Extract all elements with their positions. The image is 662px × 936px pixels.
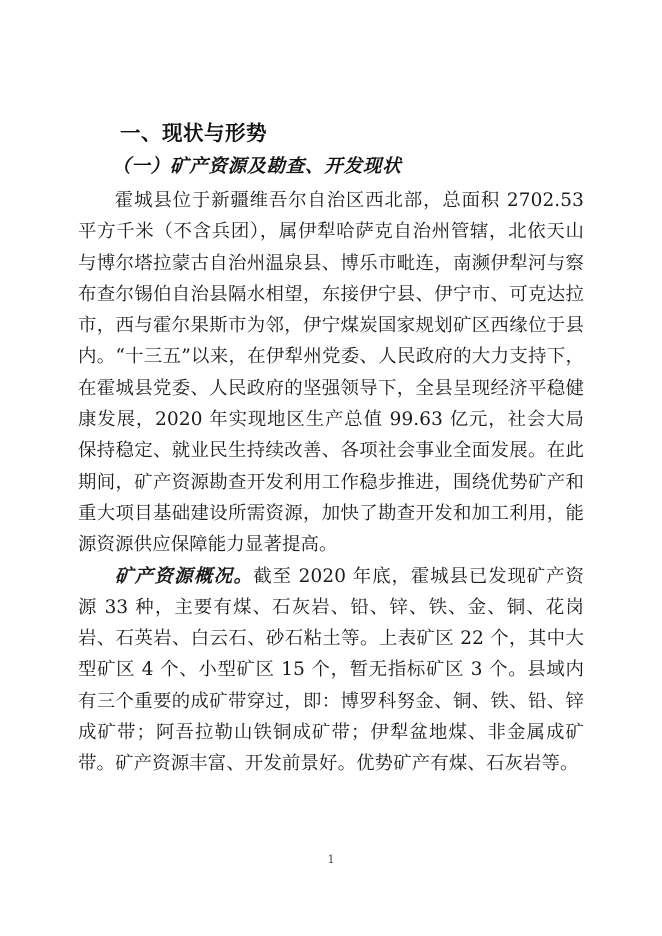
paragraph-mineral-body: 截至 2020 年底，霍城县已发现矿产资源 33 种，主要有煤、石灰岩、铅、锌、铁、金、铜、花岗岩、石英岩、白云石、砂石粘土等。上表矿区 22 个，其中大型矿区 4 个、小型矿区 15 个，暂无指标矿区 3 个。县域内有三个重要的成矿带穿过，即：博罗科努金、铜、铁、铅、锌成矿带；阿吾拉勒山铁铜成矿带；伊犁盆地煤、非金属成矿带。矿产资源丰富、开发前景好。优势矿产有煤、石灰岩等。 — [78, 565, 585, 775]
page-content — [78, 118, 584, 780]
subsection-heading: （一）矿产资源及勘查、开发现状 — [112, 156, 402, 177]
page-number: 1 — [327, 852, 335, 866]
paragraph-overview-body: 霍城县位于新疆维吾尔自治区西北部，总面积 2702.53 平方千米（不含兵团），属伊犁哈萨克自治州管辖，北依天山与博尔塔拉蒙古自治州温泉县、博乐市毗连，南濒伊犁河与察布查尔锡伯自治县隔水相望，东接伊宁县、伊宁市、可克达拉市，西与霍尔果斯市为邻，伊宁煤炭国家规划矿区西缘位于县内。“十三五”以来，在伊犁州党委、人民政府的大力支持下，在霍城县党委、人民政府的坚强领导下，全县呈现经济平稳健康发展，2020 年实现地区生产总值 99.63 亿元，社会大局保持稳定、就业民生持续改善、各项社会事业全面发展。在此期间，矿产资源勘查开发利用工作稳步推进，围绕优势矿产和重大项目基础建设所需资源，加快了勘查开发和加工利用，能源资源供应保障能力显著提高。 — [78, 190, 584, 556]
section-heading: 一、现状与形势 — [120, 121, 267, 145]
paragraph-mineral-resources-summary — [78, 561, 584, 780]
paragraph-overview — [78, 185, 584, 561]
paragraph-mineral-lead: 矿产资源概况。 — [114, 565, 254, 587]
